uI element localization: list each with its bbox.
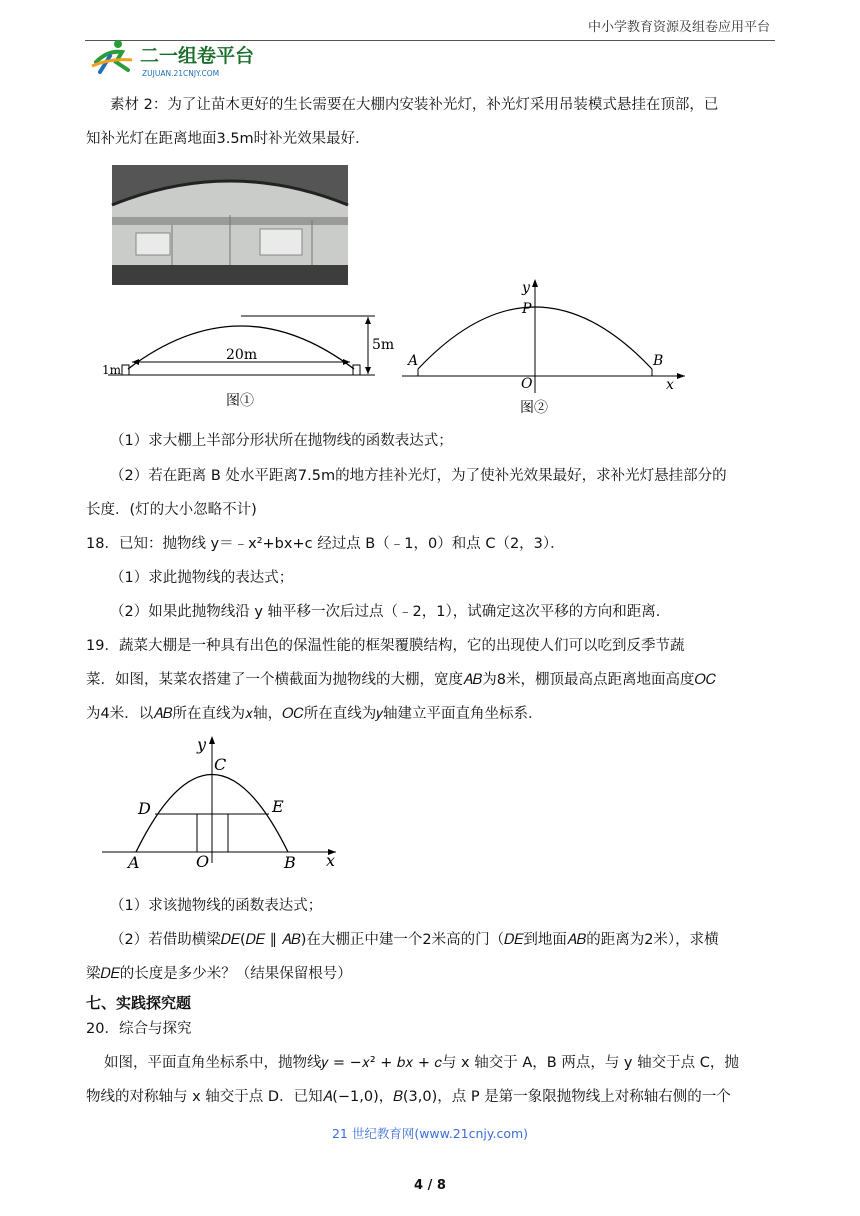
greenhouse-photo xyxy=(112,165,348,285)
q20-line1: 如图，平面直角坐标系中，抛物线𝑦 = −𝑥² + 𝑏𝑥 + 𝑐与 x 轴交于 A，B 两点，与 y 轴交于点 C，抛 xyxy=(104,1055,739,1071)
q19-part2-line1: （2）若借助横梁𝐷𝐸(𝐷𝐸 ∥ 𝐴𝐵)在大棚正中建一个2米高的门（𝐷𝐸到地面𝐴𝐵的距离为2米），求横 xyxy=(110,932,719,948)
q17-part2-line2: 长度．(灯的大小忽略不计) xyxy=(86,502,257,518)
fig3-A-label: A xyxy=(128,853,140,872)
fig2-O-label: O xyxy=(521,376,533,392)
fig2-B-label: B xyxy=(653,353,664,369)
q19-line2: 菜．如图，某菜农搭建了一个横截面为抛物线的大棚，宽度𝐴𝐵为8米，棚顶最高点距离地面高度𝑂𝐶 xyxy=(86,672,717,688)
material2-line2: 知补光灯在距离地面3.5m时补光效果最好． xyxy=(86,131,370,147)
fig2-x-label: x xyxy=(666,377,674,393)
platform-name: 中小学教育资源及组卷应用平台 xyxy=(587,20,770,35)
q18-part1: （1）求此抛物线的表达式； xyxy=(110,570,294,586)
logo-subtext: ZUJUAN.21CNJY.COM xyxy=(142,69,220,78)
fig3-E-label: E xyxy=(272,797,284,816)
q18-part2: （2）如果此抛物线沿 y 轴平移一次后过点（﹣2，1），试确定这次平移的方向和距离． xyxy=(110,604,671,620)
fig1-base-label: 1m xyxy=(102,363,122,377)
material2-line1: 素材 2：为了让苗木更好的生长需要在大棚内安装补光灯，补光灯采用吊装模式悬挂在顶部，已 xyxy=(110,97,719,113)
fig2-y-label: y xyxy=(522,280,530,296)
fig1-caption: 图① xyxy=(226,393,254,409)
q17-part1: （1）求大棚上半部分形状所在抛物线的函数表达式； xyxy=(110,433,453,449)
section-heading: 七、实践探究题 xyxy=(86,994,192,1012)
fig3-x-label: x xyxy=(326,851,336,870)
fig2-caption: 图② xyxy=(520,400,548,416)
figure-1 xyxy=(100,305,395,415)
footer-site: 21 世纪教育网(www.21cnjy.com) xyxy=(331,1126,529,1141)
figure-3 xyxy=(100,730,350,870)
page-number: 4 / 8 xyxy=(414,1178,446,1193)
fig3-y-label: y xyxy=(197,735,207,754)
q20-line2: 物线的对称轴与 x 轴交于点 D．已知𝐴(−1,0)，𝐵(3,0)，点 P 是第一象限抛物线上对称轴右侧的一个 xyxy=(86,1089,731,1105)
q19-line3: 为4米．以𝐴𝐵所在直线为𝑥轴，𝑂𝐶所在直线为𝑦轴建立平面直角坐标系． xyxy=(86,706,543,722)
q18-stem: 18．已知：抛物线 y＝﹣x²+bx+c 经过点 B（﹣1，0）和点 C（2，3）． xyxy=(86,536,565,552)
q19-line1: 19．蔬菜大棚是一种具有出色的保温性能的框架覆膜结构，它的出现使人们可以吃到反季节蔬 xyxy=(86,638,685,654)
fig3-B-label: B xyxy=(284,853,296,872)
q19-part1: （1）求该抛物线的函数表达式； xyxy=(110,898,323,914)
fig2-A-label: A xyxy=(408,353,419,369)
fig1-width-label: 20m xyxy=(226,347,258,363)
figure-2 xyxy=(400,275,700,420)
q19-part2-line2: 梁𝐷𝐸的长度是多少米？（结果保留根号） xyxy=(86,966,352,982)
q20-title: 20．综合与探究 xyxy=(86,1021,192,1037)
site-logo xyxy=(88,36,278,80)
fig3-D-label: D xyxy=(138,799,151,818)
fig1-height-label: 5m xyxy=(372,337,395,353)
logo-text: 二一组卷平台 xyxy=(140,45,255,67)
fig3-O-label: O xyxy=(196,852,210,871)
runner-icon xyxy=(88,36,278,80)
fig2-P-label: P xyxy=(522,301,532,317)
fig3-C-label: C xyxy=(214,755,227,774)
q17-part2-line1: （2）若在距离 B 处水平距离7.5m的地方挂补光灯，为了使补光效果最好，求补光灯悬挂部分的 xyxy=(110,468,727,484)
